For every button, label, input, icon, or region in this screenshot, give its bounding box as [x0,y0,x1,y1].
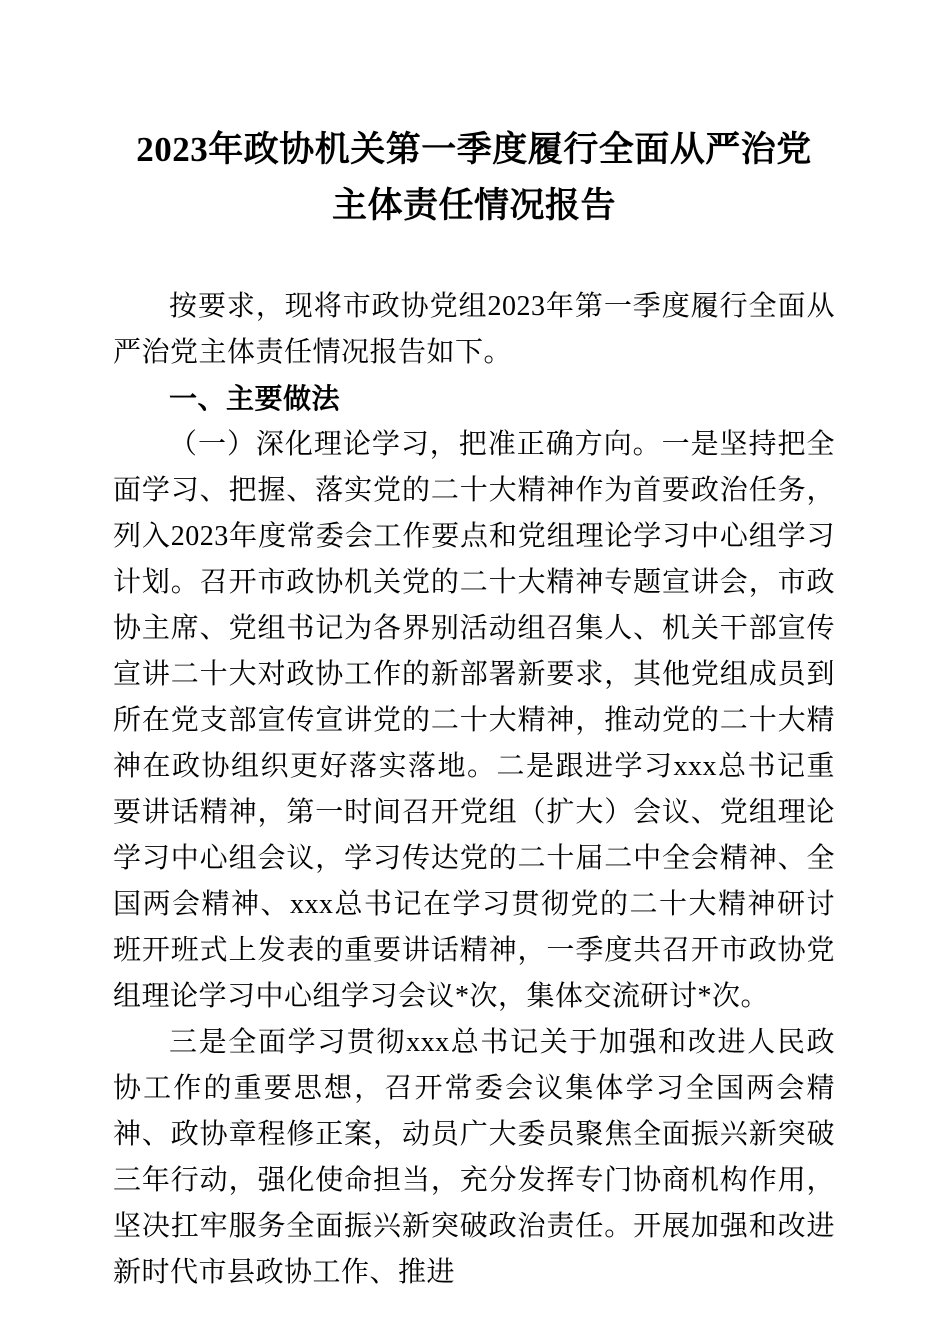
document-title [113,122,835,234]
document-title-line-2: 主体责任情况报告 [331,186,616,225]
paragraph-implementation: 三是全面学习贯彻xxx总书记关于加强和改进人民政协工作的重要思想，召开常委会议集体学习全国两会精神、政协章程修正案，动员广大委员聚焦全面振兴新突破三年行动，强化使命担当，充分发挥专门协商机构作用，坚决扛牢服务全面振兴新突破政治责任。开展加强和改进新时代市县政协工作、推进 [113,1027,835,1288]
paragraph-intro: 按要求，现将市政协党组2023年第一季度履行全面从严治党主体责任情况报告如下。 [113,291,835,368]
paragraph-theory-study: （一）深化理论学习，把准正确方向。一是坚持把全面学习、把握、落实党的二十大精神作为首要政治任务，列入2023年度常委会工作要点和党组理论学习中心组学习计划。召开市政协机关党的二十大精神专题宣讲会，市政协主席、党组书记为各界别活动组召集人、机关干部宣传宣讲二十大对政协工作的新部署新要求，其他党组成员到所在党支部宣传宣讲党的二十大精神，推动党的二十大精神在政协组织更好落实落地。二是跟进学习xxx总书记重要讲话精神，第一时间召开党组（扩大）会议、党组理论学习中心组会议，学习传达党的二十届二中全会精神、全国两会精神、xxx总书记在学习贯彻党的二十大精神研讨班开班式上发表的重要讲话精神，一季度共召开市政协党组理论学习中心组学习会议*次，集体交流研讨*次。 [113,429,835,1012]
document-title-line-1: 2023年政协机关第一季度履行全面从严治党 [136,130,812,169]
section-heading-main-practices: 一、主要做法 [169,383,341,414]
